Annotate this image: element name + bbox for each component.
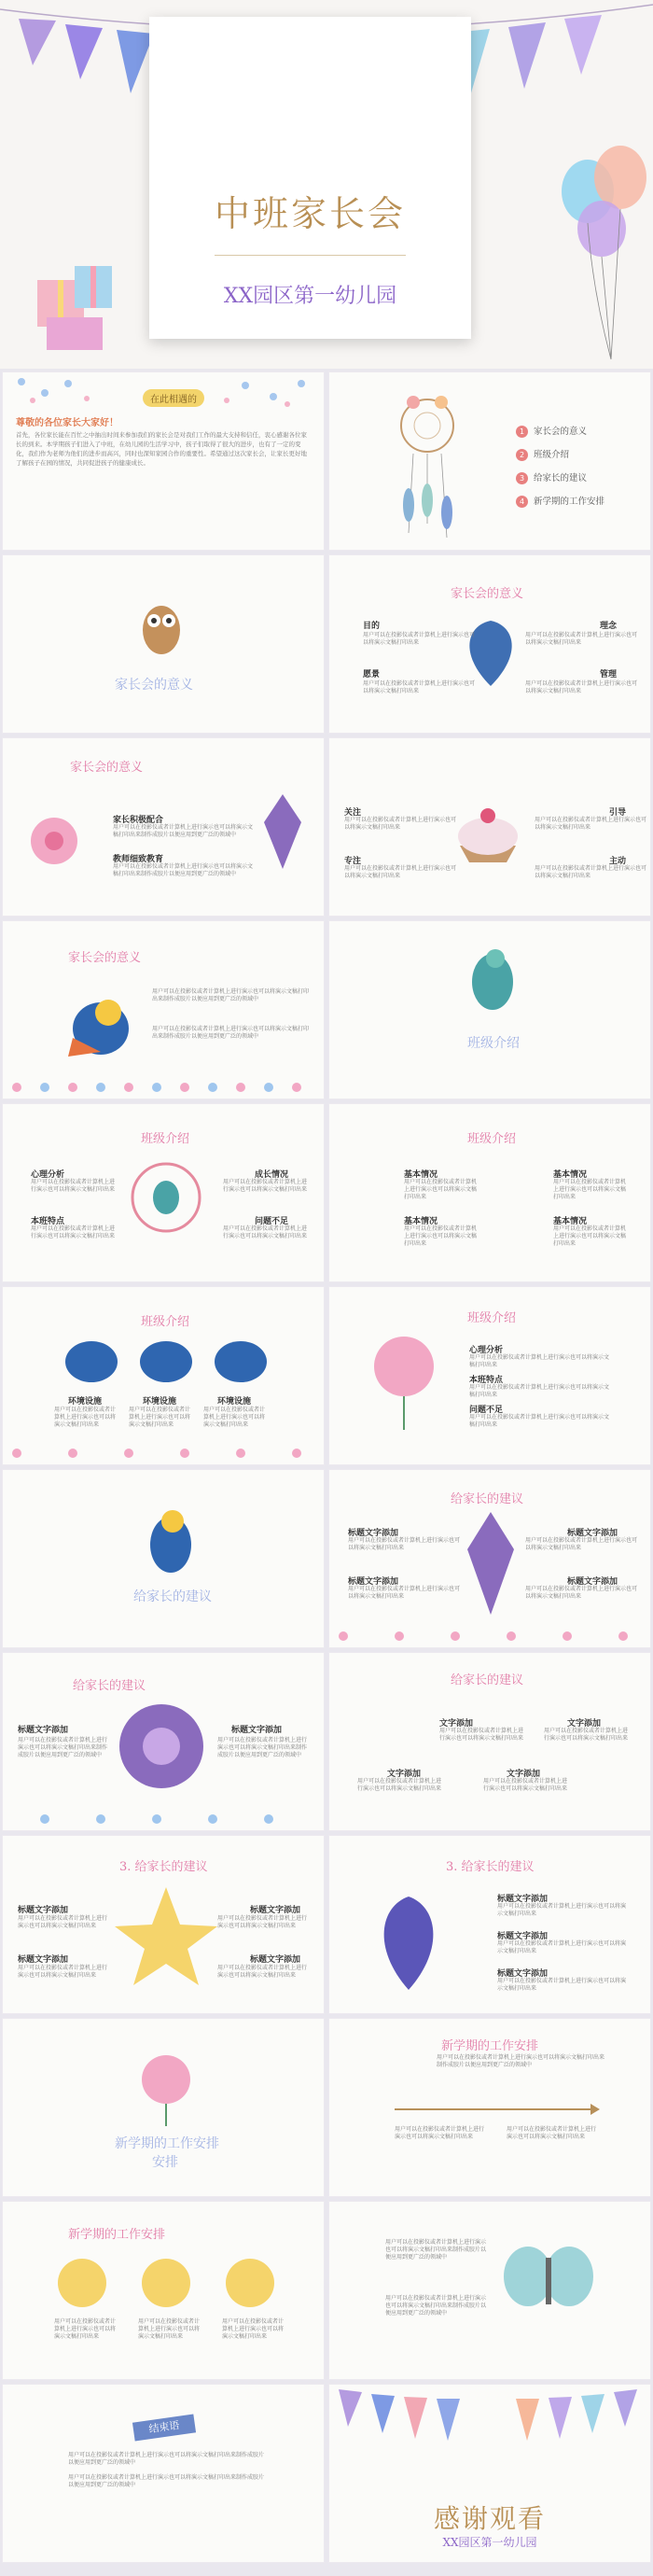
cover-title: 中班家长会 bbox=[214, 193, 406, 234]
intro-badge: 在此相遇的 bbox=[143, 389, 204, 407]
desc: 用户可以在投影仪或者计算机上进行演示也可以将演示文稿打印出来 bbox=[217, 1915, 308, 1929]
slide-end[interactable] bbox=[2, 2384, 325, 2563]
slide-meaning-4[interactable] bbox=[2, 920, 325, 1099]
slide-section-meaning[interactable] bbox=[2, 554, 325, 734]
label-issues: 问题不足 bbox=[255, 1217, 289, 1226]
label-title-add: 标题文字添加 bbox=[18, 1726, 69, 1735]
desc: 用户可以在投影仪或者计算机上进行演示也可以将演示文稿打印出来 bbox=[54, 2318, 117, 2340]
desc: 用户可以在投影仪或者计算机上进行演示也可以将演示文稿打印出来 bbox=[469, 1384, 610, 1398]
desc: 用户可以在投影仪或者计算机上进行演示也可以将演示文稿打印出来制作成胶片以便应用到更广泛的领域中 bbox=[385, 2295, 487, 2317]
label-issues: 问题不足 bbox=[469, 1406, 504, 1415]
label-env: 环境设施 bbox=[217, 1397, 252, 1407]
desc: 用户可以在投影仪或者计算机上进行演示也可以将演示文稿打印出来 bbox=[223, 1179, 308, 1193]
flower-illustration bbox=[110, 1700, 213, 1793]
slide-intro[interactable] bbox=[2, 371, 325, 551]
label-title-add: 标题文字添加 bbox=[497, 1895, 549, 1904]
label-psych: 心理分析 bbox=[469, 1346, 504, 1355]
desc: 用户可以在投影仪或者计算机上进行演示也可以将演示文稿打印出来 bbox=[18, 1965, 108, 1979]
closing-text: 用户可以在投影仪或者计算机上进行演示也可以将演示文稿打印出来制作成胶片以便应用到更广泛的领域中 bbox=[68, 2452, 265, 2466]
label-text-add: 文字添加 bbox=[387, 1770, 422, 1779]
section-title: 班级介绍 bbox=[467, 1036, 520, 1051]
desc: 用户可以在投影仪或者计算机上进行演示也可以将演示文稿打印出来 bbox=[497, 1903, 627, 1917]
label-basic: 基本情况 bbox=[553, 1217, 588, 1226]
leaf-illustration bbox=[367, 1892, 451, 1995]
cupcake-illustration bbox=[446, 799, 530, 864]
desc: 用户可以在投影仪或者计算机上进行演示也可以将演示文稿打印出来制作成胶片以便应用到更广泛的领域中 bbox=[385, 2239, 487, 2261]
label-parent-coop: 家长积极配合 bbox=[113, 816, 164, 825]
desc: 用户可以在投影仪或者计算机上进行演示也可以将演示文稿打印出来制作成胶片以便应用到更广泛的领域中 bbox=[113, 863, 254, 877]
desc: 用户可以在投影仪或者计算机上进行演示也可以将演示文稿打印出来 bbox=[138, 2318, 201, 2340]
greeting: 尊敬的各位家长大家好！ bbox=[16, 418, 118, 428]
label-title-add: 标题文字添加 bbox=[348, 1577, 399, 1587]
slide-class-4[interactable] bbox=[328, 1286, 651, 1465]
bird-illustration bbox=[63, 987, 138, 1061]
label-title-add: 标题文字添加 bbox=[567, 1529, 618, 1538]
slide-meaning-1[interactable] bbox=[328, 554, 651, 734]
label-focus: 专注 bbox=[344, 857, 362, 866]
label-title-add: 标题文字添加 bbox=[250, 1906, 301, 1915]
slide-advice-3[interactable] bbox=[328, 1652, 651, 1831]
label-env: 环境设施 bbox=[143, 1397, 177, 1407]
label-text-add: 文字添加 bbox=[439, 1719, 474, 1729]
bunting-decoration bbox=[329, 2385, 651, 2441]
thanks-subtitle: XX园区第一幼儿园 bbox=[442, 2536, 537, 2549]
desc: 用户可以在投影仪或者计算机上进行演示也可以将演示文稿打印出来 bbox=[363, 632, 476, 646]
desc: 用户可以在投影仪或者计算机上进行演示也可以将演示文稿打印出来 bbox=[553, 1225, 627, 1247]
desc: 用户可以在投影仪或者计算机上进行演示也可以将演示文稿打印出来 bbox=[497, 1940, 627, 1954]
label-title-add: 标题文字添加 bbox=[497, 1969, 549, 1979]
section-title-line2: 安排 bbox=[152, 2155, 178, 2170]
flower-illustration bbox=[133, 2051, 199, 2126]
slide-advice-2[interactable] bbox=[2, 1652, 325, 1831]
desc: 用户可以在投影仪或者计算机上进行演示也可以将演示文稿打印出来 bbox=[344, 817, 457, 831]
cover-slide[interactable] bbox=[0, 0, 653, 369]
desc: 用户可以在投影仪或者计算机上进行演示也可以将演示文稿打印出来 bbox=[535, 865, 647, 879]
desc: 用户可以在投影仪或者计算机上进行演示也可以将演示文稿打印出来 bbox=[217, 1965, 308, 1979]
label-title-add: 标题文字添加 bbox=[18, 1955, 69, 1965]
desc: 用户可以在投影仪或者计算机上进行演示也可以将演示文稿打印出来 bbox=[348, 1586, 461, 1600]
intro-paragraph: 首先，各位家长能在百忙之中抽出时间来参加我们的家长会是对我们工作的最大支持和信任，衷心感谢各位家长的到来。本学期孩子们进入了中班，在幼儿园的生活学习中，孩子们取得了很大的进步，也有了一定的变化，我们作为老师为他们的进步而高兴，同时也深知家园合作的重要性。希望通过这次家长会，让家长更好地了解孩子在园的情况，共同促进孩子的健康成长。 bbox=[16, 431, 307, 467]
label-traits: 本班特点 bbox=[469, 1376, 504, 1385]
label-basic: 基本情况 bbox=[553, 1170, 588, 1180]
gift-boxes-illustration bbox=[28, 243, 121, 355]
desc: 用户可以在投影仪或者计算机上进行演示也可以将演示文稿打印出来 bbox=[507, 2126, 597, 2140]
label-vision: 愿景 bbox=[363, 670, 381, 679]
desc: 用户可以在投影仪或者计算机上进行演示也可以将演示文稿打印出来制作成胶片以便应用到更广泛的领域中 bbox=[18, 1737, 108, 1758]
desc: 用户可以在投影仪或者计算机上进行演示也可以将演示文稿打印出来 bbox=[31, 1225, 116, 1239]
blobs-illustration bbox=[59, 1338, 273, 1385]
section-title: 给家长的建议 bbox=[133, 1589, 212, 1604]
desc: 用户可以在投影仪或者计算机上进行演示也可以将演示文稿打印出来 bbox=[525, 680, 638, 694]
desc: 用户可以在投影仪或者计算机上进行演示也可以将演示文稿打印出来 bbox=[348, 1537, 461, 1551]
desc: 用户可以在投影仪或者计算机上进行演示也可以将演示文稿打印出来 bbox=[203, 1407, 266, 1428]
leaf-illustration bbox=[458, 616, 523, 691]
closing-text: 用户可以在投影仪或者计算机上进行演示也可以将演示文稿打印出来制作成胶片以便应用到更广泛的领域中 bbox=[68, 2474, 265, 2488]
toc-item-4[interactable]: 4 新学期的工作安排 bbox=[516, 494, 604, 508]
desc: 用户可以在投影仪或者计算机上进行演示也可以将演示文稿打印出来 bbox=[525, 1586, 638, 1600]
balloons-illustration bbox=[550, 140, 653, 364]
label-purpose: 目的 bbox=[363, 622, 381, 631]
desc: 用户可以在投影仪或者计算机上进行演示也可以将演示文稿打印出来 bbox=[222, 2318, 285, 2340]
slide-title: 家长会的意义 bbox=[451, 587, 524, 601]
label-idea: 理念 bbox=[600, 622, 618, 631]
cover-card bbox=[149, 17, 471, 339]
desc: 用户可以在投影仪或者计算机上进行演示也可以将演示文稿打印出来 bbox=[395, 2126, 485, 2140]
label-growth: 成长情况 bbox=[255, 1170, 289, 1180]
slide-section-plan[interactable] bbox=[2, 2018, 325, 2197]
desc: 用户可以在投影仪或者计算机上进行演示也可以将演示文稿打印出来 bbox=[469, 1414, 610, 1428]
slide-advice-4[interactable] bbox=[2, 1835, 325, 2014]
desc: 用户可以在投影仪或者计算机上进行演示也可以将演示文稿打印出来 bbox=[544, 1728, 629, 1742]
desc: 用户可以在投影仪或者计算机上进行演示也可以将演示文稿打印出来 bbox=[357, 1778, 442, 1792]
slide-title: 班级介绍 bbox=[141, 1315, 190, 1329]
slide-title: 给家长的建议 bbox=[73, 1679, 146, 1693]
cover-subtitle: XX园区第一幼儿园 bbox=[223, 285, 397, 308]
slide-advice-5[interactable] bbox=[328, 1835, 651, 2014]
desc: 用户可以在投影仪或者计算机上进行演示也可以将演示文稿打印出来 bbox=[525, 1537, 638, 1551]
desc: 用户可以在投影仪或者计算机上进行演示也可以将演示文稿打印出来 bbox=[483, 1778, 568, 1792]
arrow-illustration bbox=[395, 2103, 600, 2116]
slide-plan-1[interactable] bbox=[328, 2018, 651, 2197]
label-text-add: 文字添加 bbox=[507, 1770, 541, 1779]
slide-section-advice[interactable] bbox=[2, 1469, 325, 1648]
flower-border bbox=[3, 1442, 325, 1464]
label-title-add: 标题文字添加 bbox=[567, 1577, 618, 1587]
desc: 用户可以在投影仪或者计算机上进行演示也可以将演示文稿打印出来制作成胶片以便应用到更广泛的领域中 bbox=[152, 988, 310, 1002]
slide-title: 给家长的建议 bbox=[451, 1673, 524, 1687]
slide-plan-3[interactable] bbox=[328, 2201, 651, 2380]
desc: 用户可以在投影仪或者计算机上进行演示也可以将演示文稿打印出来 bbox=[18, 1915, 108, 1929]
label-guide: 引导 bbox=[609, 808, 627, 818]
slide-title: 班级介绍 bbox=[467, 1311, 517, 1325]
parrot-illustration bbox=[460, 940, 525, 1015]
star-illustration bbox=[115, 1887, 217, 1990]
slide-class-1[interactable] bbox=[2, 1103, 325, 1282]
desc: 用户可以在投影仪或者计算机上进行演示也可以将演示文稿打印出来 bbox=[439, 1728, 524, 1742]
slide-toc[interactable] bbox=[328, 371, 651, 551]
end-title: 结束语 bbox=[132, 2415, 196, 2442]
label-basic: 基本情况 bbox=[404, 1170, 438, 1180]
desc: 用户可以在投影仪或者计算机上进行演示也可以将演示文稿打印出来 bbox=[404, 1225, 478, 1247]
bird-illustration bbox=[143, 1503, 199, 1577]
label-manage: 管理 bbox=[600, 670, 618, 679]
label-care: 关注 bbox=[344, 808, 362, 818]
flower-illustration bbox=[21, 813, 87, 869]
label-traits: 本班特点 bbox=[31, 1217, 65, 1226]
crystal-illustration bbox=[467, 1512, 514, 1615]
toc-item-3[interactable]: 3 给家长的建议 bbox=[516, 470, 587, 484]
slide-title: 3. 给家长的建议 bbox=[119, 1860, 208, 1874]
slide-title: 家长会的意义 bbox=[70, 761, 144, 775]
desc: 用户可以在投影仪或者计算机上进行演示也可以将演示文稿打印出来 bbox=[469, 1354, 610, 1368]
desc: 用户可以在投影仪或者计算机上进行演示也可以将演示文稿打印出来制作成胶片以便应用到更广泛的领域中 bbox=[437, 2054, 605, 2068]
section-title: 家长会的意义 bbox=[115, 678, 193, 693]
moons-illustration bbox=[54, 2253, 278, 2314]
desc: 用户可以在投影仪或者计算机上进行演示也可以将演示文稿打印出来 bbox=[404, 1179, 478, 1200]
label-basic: 基本情况 bbox=[404, 1217, 438, 1226]
slide-advice-1[interactable] bbox=[328, 1469, 651, 1648]
slide-meaning-2[interactable] bbox=[2, 737, 325, 917]
desc: 用户可以在投影仪或者计算机上进行演示也可以将演示文稿打印出来 bbox=[363, 680, 476, 694]
slide-title: 给家长的建议 bbox=[451, 1492, 524, 1506]
desc: 用户可以在投影仪或者计算机上进行演示也可以将演示文稿打印出来制作成胶片以便应用到更广泛的领域中 bbox=[152, 1026, 310, 1040]
label-teacher: 教师细致教育 bbox=[113, 855, 164, 864]
wreath-bird-illustration bbox=[124, 1155, 208, 1239]
desc: 用户可以在投影仪或者计算机上进行演示也可以将演示文稿打印出来 bbox=[497, 1978, 627, 1992]
slide-title: 新学期的工作安排 bbox=[68, 2228, 166, 2242]
dreamcatcher-illustration bbox=[385, 384, 469, 542]
label-title-add: 标题文字添加 bbox=[231, 1726, 283, 1735]
thanks-title: 感谢观看 bbox=[433, 2503, 546, 2534]
desc: 用户可以在投影仪或者计算机上进行演示也可以将演示文稿打印出来 bbox=[525, 632, 638, 646]
label-text-add: 文字添加 bbox=[567, 1719, 602, 1729]
flower-border bbox=[3, 1076, 325, 1099]
label-lead: 主动 bbox=[609, 857, 627, 866]
divider bbox=[215, 255, 406, 256]
crystal-illustration bbox=[264, 794, 301, 869]
slide-thanks[interactable] bbox=[328, 2384, 651, 2563]
slide-title: 班级介绍 bbox=[467, 1132, 517, 1146]
butterfly-illustration bbox=[502, 2239, 595, 2323]
flower-border bbox=[3, 1808, 325, 1830]
label-psych: 心理分析 bbox=[31, 1170, 65, 1180]
slide-section-class[interactable] bbox=[328, 920, 651, 1099]
slide-title: 班级介绍 bbox=[141, 1132, 190, 1146]
desc: 用户可以在投影仪或者计算机上进行演示也可以将演示文稿打印出来制作成胶片以便应用到更广泛的领域中 bbox=[217, 1737, 308, 1758]
desc: 用户可以在投影仪或者计算机上进行演示也可以将演示文稿打印出来 bbox=[129, 1407, 191, 1428]
slide-class-2[interactable] bbox=[328, 1103, 651, 1282]
slide-meaning-3[interactable] bbox=[328, 737, 651, 917]
peony-illustration bbox=[367, 1329, 441, 1432]
label-title-add: 标题文字添加 bbox=[18, 1906, 69, 1915]
desc: 用户可以在投影仪或者计算机上进行演示也可以将演示文稿打印出来 bbox=[223, 1225, 308, 1239]
desc: 用户可以在投影仪或者计算机上进行演示也可以将演示文稿打印出来 bbox=[553, 1179, 627, 1200]
slide-title: 家长会的意义 bbox=[68, 951, 142, 965]
desc: 用户可以在投影仪或者计算机上进行演示也可以将演示文稿打印出来 bbox=[535, 817, 647, 831]
label-title-add: 标题文字添加 bbox=[250, 1955, 301, 1965]
label-env: 环境设施 bbox=[68, 1397, 103, 1407]
slide-plan-2[interactable] bbox=[2, 2201, 325, 2380]
label-title-add: 标题文字添加 bbox=[497, 1932, 549, 1941]
desc: 用户可以在投影仪或者计算机上进行演示也可以将演示文稿打印出来 bbox=[54, 1407, 117, 1428]
section-title: 新学期的工作安排 bbox=[115, 2136, 219, 2151]
desc: 用户可以在投影仪或者计算机上进行演示也可以将演示文稿打印出来 bbox=[31, 1179, 116, 1193]
desc: 用户可以在投影仪或者计算机上进行演示也可以将演示文稿打印出来 bbox=[344, 865, 457, 879]
slide-class-3[interactable] bbox=[2, 1286, 325, 1465]
label-title-add: 标题文字添加 bbox=[348, 1529, 399, 1538]
toc-item-2[interactable]: 2 班级介绍 bbox=[516, 447, 569, 461]
slide-title: 新学期的工作安排 bbox=[441, 2039, 539, 2053]
owl-illustration bbox=[133, 593, 189, 658]
desc: 用户可以在投影仪或者计算机上进行演示也可以将演示文稿打印出来制作成胶片以便应用到更广泛的领域中 bbox=[113, 824, 254, 838]
toc-item-1[interactable]: 1 家长会的意义 bbox=[516, 424, 587, 438]
slide-title: 3. 给家长的建议 bbox=[446, 1860, 535, 1874]
flower-border bbox=[329, 1625, 651, 1647]
